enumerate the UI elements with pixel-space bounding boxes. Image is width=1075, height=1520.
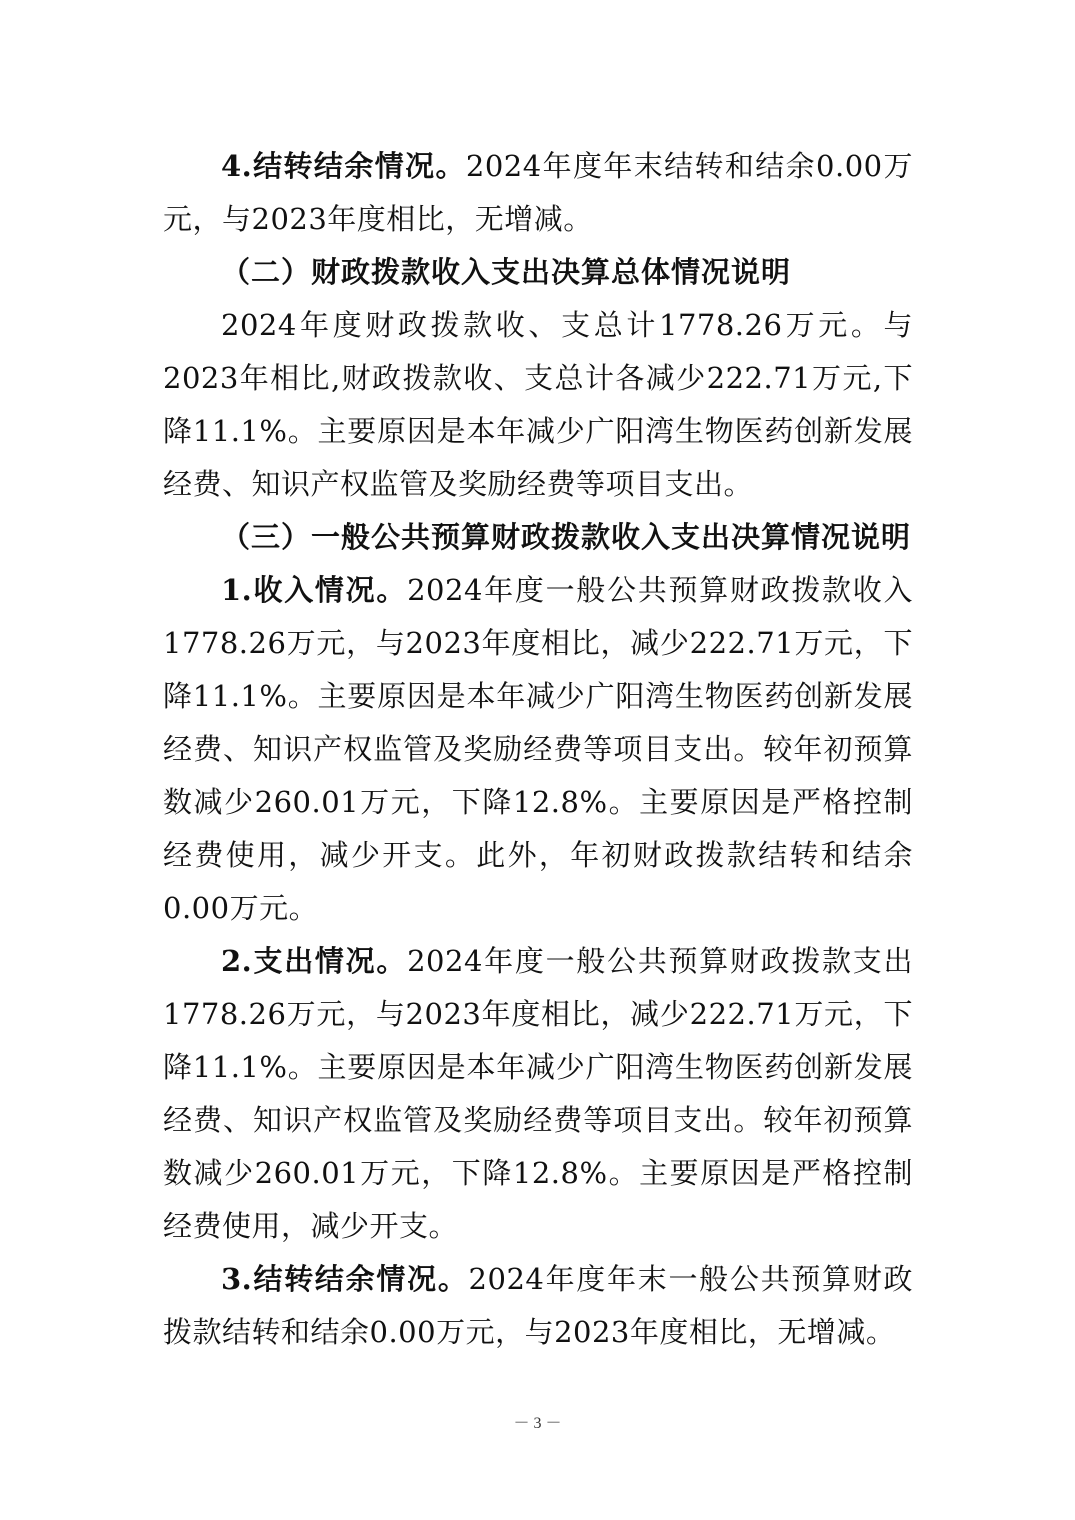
paragraph-lead: 2.支出情况。 — [221, 944, 408, 978]
paragraph-fiscal-overall — [163, 299, 913, 511]
section-heading-general-budget: （三）一般公共预算财政拨款收入支出决算情况说明 — [221, 520, 912, 554]
paragraph-body: 2024年度年末结转和结余0.00万元，与2023年度相比，无增减。 — [163, 149, 914, 236]
paragraph-body: 2024年度年末一般公共预算财政拨款结转和结余0.00万元，与2023年度相比，无增减。 — [163, 1262, 913, 1349]
paragraph-carryover-balance — [163, 140, 913, 246]
paragraph-general-carryover — [163, 1253, 913, 1359]
paragraph-income — [163, 564, 913, 935]
paragraph-body: 2024年度一般公共预算财政拨款支出1778.26万元，与2023年度相比，减少222.71万元，下降11.1%。主要原因是本年减少广阳湾生物医药创新发展经费、知识产权监管及奖励经费等项目支出。较年初预算数减少260.01万元，下降12.8%。主要原因是严格控制经费使用，减少开支。 — [163, 944, 913, 1243]
paragraph-lead: 3.结转结余情况。 — [221, 1262, 469, 1296]
paragraph-body: 2024年度一般公共预算财政拨款收入1778.26万元，与2023年度相比，减少222.71万元，下降11.1%。主要原因是本年减少广阳湾生物医药创新发展经费、知识产权监管及奖励经费等项目支出。较年初预算数减少260.01万元，下降12.8%。主要原因是严格控制经费使用，减少开支。此外，年初财政拨款结转和结余0.00万元。 — [163, 573, 913, 925]
section-heading-fiscal-overall: （二）财政拨款收入支出决算总体情况说明 — [221, 255, 792, 289]
paragraph-lead: 1.收入情况。 — [221, 573, 408, 607]
page-number: － 3 － — [513, 1415, 562, 1432]
paragraph-expenditure — [163, 935, 913, 1253]
document-page — [163, 140, 913, 1359]
paragraph-body: 2024年度财政拨款收、支总计1778.26万元。与2023年相比,财政拨款收、支总计各减少222.71万元,下降11.1%。主要原因是本年减少广阳湾生物医药创新发展经费、知识产权监管及奖励经费等项目支出。 — [163, 308, 913, 501]
paragraph-lead: 4.结转结余情况。 — [221, 149, 466, 183]
